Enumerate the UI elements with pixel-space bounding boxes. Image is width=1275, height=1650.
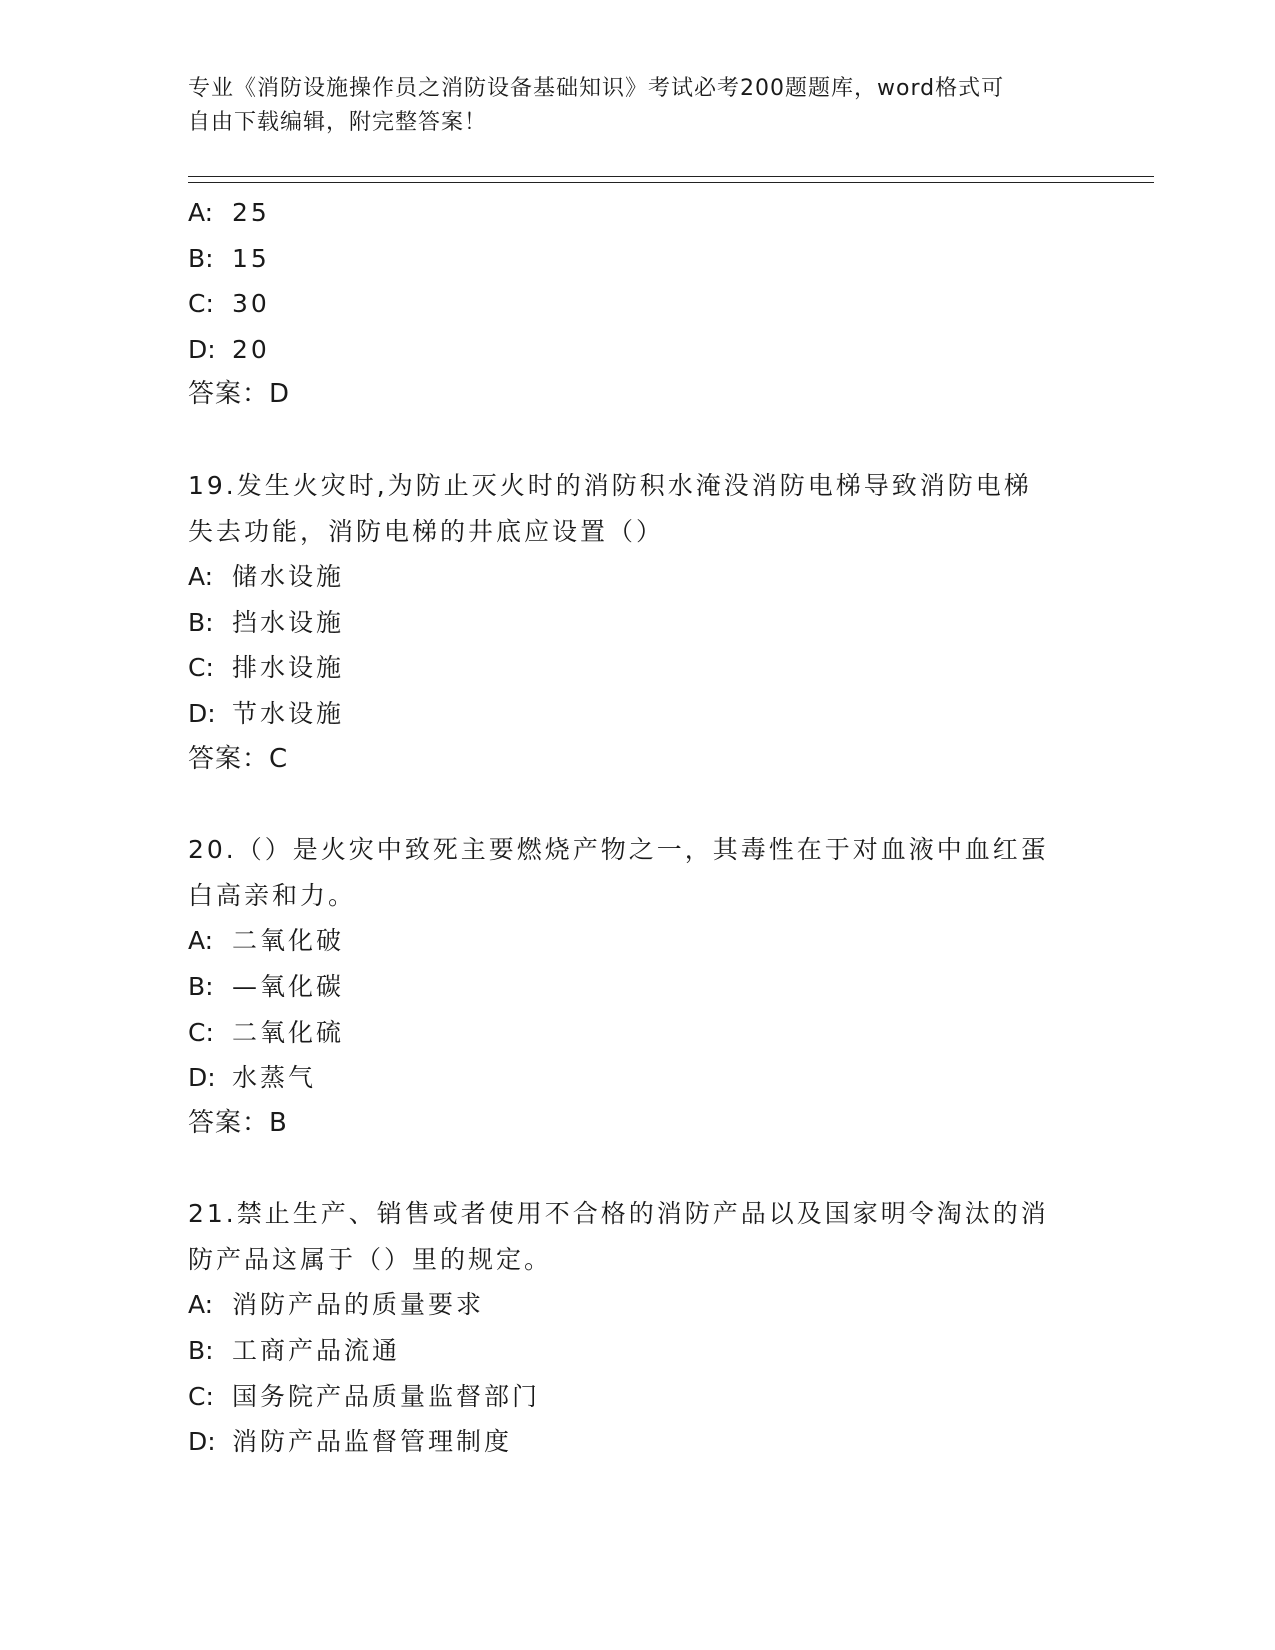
question-stem: 19.发生火灾时,为防止灭火时的消防积水淹没消防电梯导致消防电梯 [188, 470, 1032, 500]
spacer [188, 782, 1088, 827]
document-header [188, 72, 1088, 140]
option-c: C: 二氧化硫 [188, 1017, 345, 1047]
option-c: C: 国务院产品质量监督部门 [188, 1381, 541, 1411]
spacer [188, 418, 1088, 463]
option-a: A: 消防产品的质量要求 [188, 1290, 485, 1320]
option-c: C: 30 [188, 289, 270, 319]
answer-line: 答案：D [188, 379, 291, 410]
option-d: D: 节水设施 [188, 698, 345, 728]
option-d: D: 水蒸气 [188, 1063, 317, 1093]
header-line-1: 专业《消防设施操作员之消防设备基础知识》考试必考200题题库，word格式可 [188, 76, 1005, 101]
header-line-2: 自由下载编辑，附完整答案！ [188, 110, 488, 135]
option-b: B: —氧化碳 [188, 971, 345, 1001]
question-list [188, 190, 1088, 1465]
question-18 [188, 190, 1088, 418]
option-a: A: 二氧化破 [188, 926, 345, 956]
question-stem: 21.禁止生产、销售或者使用不合格的消防产品以及国家明令淘汰的消 [188, 1199, 1049, 1229]
option-c: C: 排水设施 [188, 653, 345, 683]
question-20 [188, 827, 1088, 1146]
answer-line: 答案：C [188, 743, 289, 774]
question-stem-continued: 失去功能，消防电梯的井底应设置（） [188, 516, 665, 546]
option-a: A: 储水设施 [188, 562, 345, 592]
option-b: B: 工商产品流通 [188, 1336, 401, 1366]
answer-line: 答案：B [188, 1107, 288, 1138]
header-divider-top [188, 176, 1154, 177]
question-stem: 20.（）是火灾中致死主要燃烧产物之一，其毒性在于对血液中血红蛋 [188, 835, 1049, 865]
option-a: A: 25 [188, 198, 270, 227]
spacer [188, 1146, 1088, 1191]
question-21 [188, 1191, 1088, 1465]
question-stem-continued: 白高亲和力。 [188, 880, 357, 910]
option-b: B: 15 [188, 243, 270, 273]
header-divider-bottom [188, 182, 1154, 183]
option-d: D: 20 [188, 334, 270, 364]
question-stem-continued: 防产品这属于（）里的规定。 [188, 1244, 553, 1274]
option-d: D: 消防产品监督管理制度 [188, 1427, 513, 1457]
question-19 [188, 463, 1088, 782]
option-b: B: 挡水设施 [188, 607, 345, 637]
